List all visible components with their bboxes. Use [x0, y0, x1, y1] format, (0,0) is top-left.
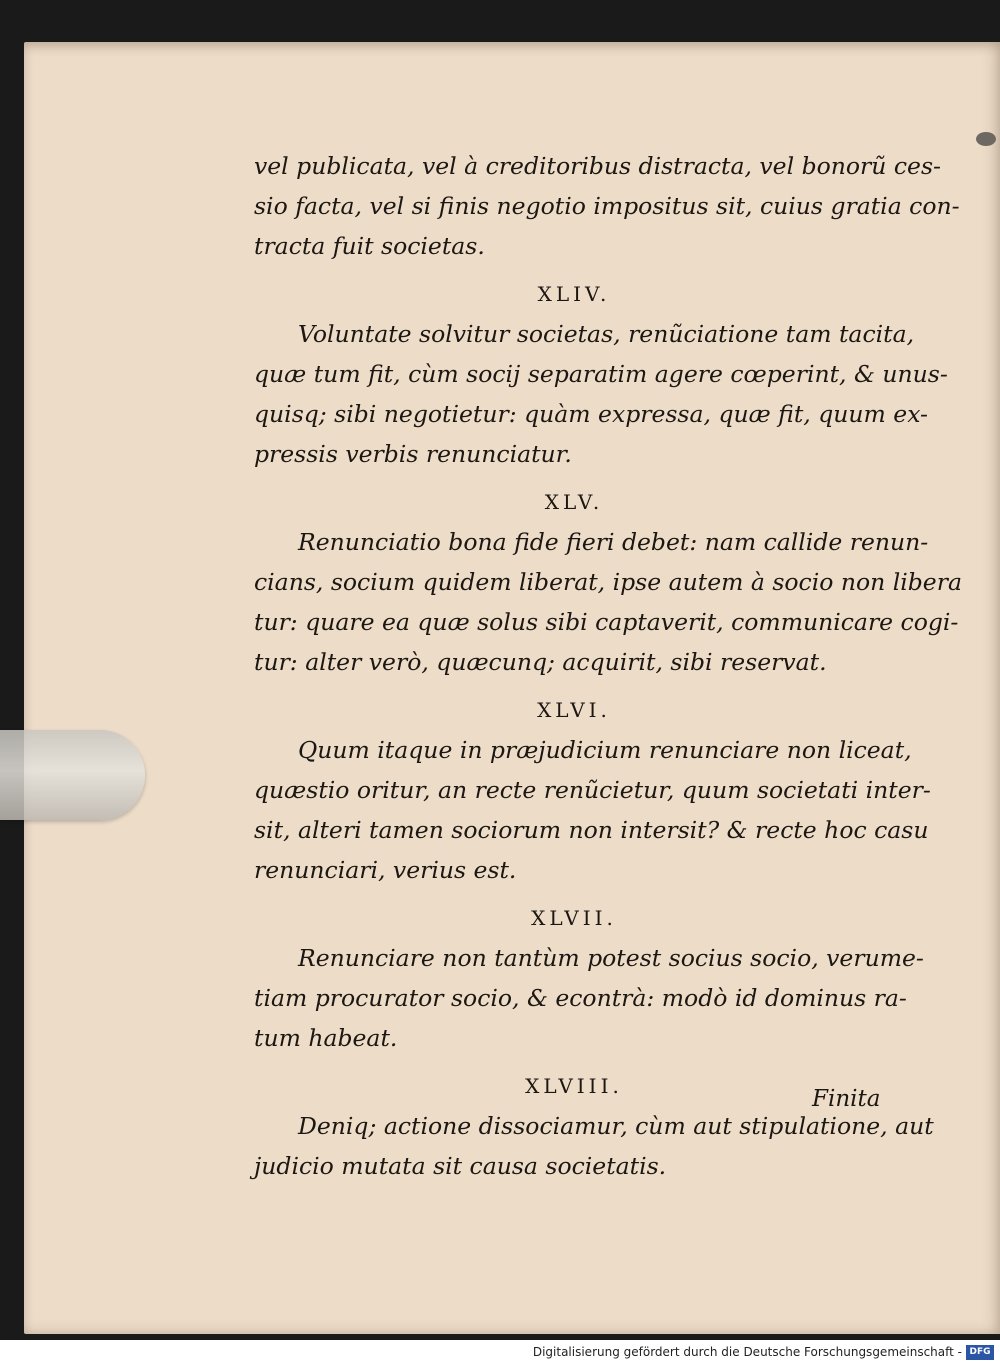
section-46 [254, 690, 931, 890]
text-line: quisq; sibi negotietur: quàm expressa, quæ fit, quum ex- [254, 400, 928, 428]
text-line: pressis verbis renunciatur. [254, 440, 572, 468]
section-heading: XLVI. [537, 698, 611, 722]
page-text [254, 146, 962, 1194]
text-line: tiam procurator socio, & econtrà: modò id dominus ra- [254, 984, 907, 1012]
text-line: Renunciare non tantùm potest socius socio, verume- [298, 944, 924, 972]
section-heading: XLVIII. [525, 1074, 623, 1098]
text-line: tum habeat. [254, 1024, 398, 1052]
text-line: quæ tum fit, cùm socij separatim agere cœperint, & unus- [254, 360, 948, 388]
text-line: quæstio oritur, an recte renũcietur, quum societati inter- [254, 776, 931, 804]
text-line: cians, socium quidem liberat, ipse autem à socio non libera [254, 568, 962, 596]
text-line: sio facta, vel si finis negotio impositus sit, cuius gratia con- [254, 192, 960, 220]
section-44 [254, 274, 948, 474]
text-line: Deniq; actione dissociamur, cùm aut stipulatione, aut [298, 1112, 934, 1140]
dfg-logo-icon: DFG [966, 1345, 994, 1360]
paper-stain [976, 132, 996, 146]
text-line: renunciari, verius est. [254, 856, 517, 884]
section-47 [254, 898, 924, 1058]
section-45 [254, 482, 962, 682]
footer-bar [0, 1340, 1000, 1366]
section-48 [254, 1066, 934, 1186]
catchword: Finita [812, 1086, 881, 1112]
page-clip [0, 730, 145, 820]
funding-notice: Digitalisierung gefördert durch die Deutsche Forschungsgemeinschaft - [532, 1345, 962, 1359]
text-line: vel publicata, vel à creditoribus distracta, vel bonorũ ces- [254, 152, 941, 180]
text-line: Quum itaque in præjudicium renunciare non liceat, [298, 736, 912, 764]
text-line: sit, alteri tamen sociorum non intersit? & recte hoc casu [254, 816, 929, 844]
text-line: judicio mutata sit causa societatis. [254, 1152, 667, 1180]
section-heading: XLVII. [531, 906, 617, 930]
text-line: tracta fuit societas. [254, 232, 485, 260]
text-line: Voluntate solvitur societas, renũciatione tam tacita, [298, 320, 915, 348]
text-line: tur: alter verò, quæcunq; acquirit, sibi reservat. [254, 648, 827, 676]
text-line: tur: quare ea quæ solus sibi captaverit, communicare cogi- [254, 608, 959, 636]
text-line: Renunciatio bona fide fieri debet: nam callide renun- [298, 528, 929, 556]
intro-paragraph [254, 146, 960, 266]
section-heading: XLIV. [537, 282, 611, 306]
section-heading: XLV. [544, 490, 604, 514]
